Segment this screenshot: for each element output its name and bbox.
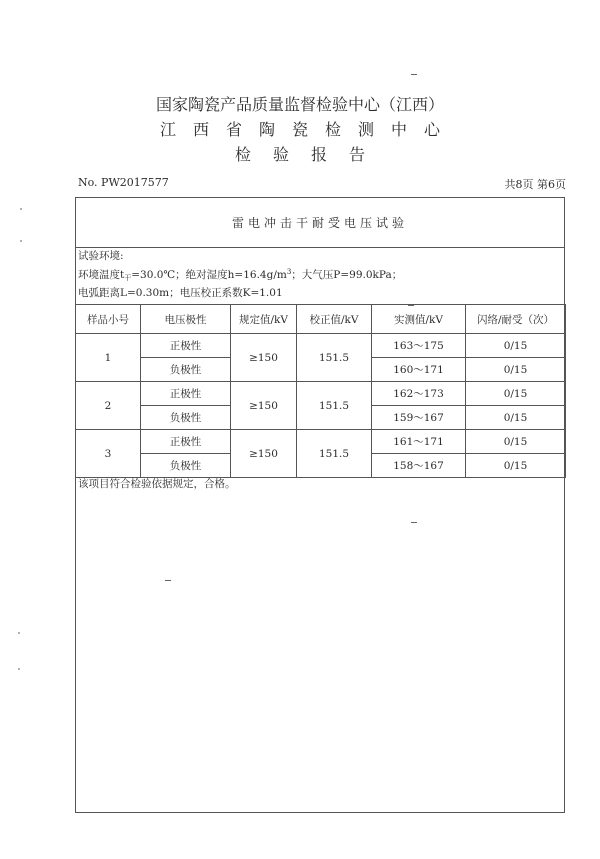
env-label: 试验环境:: [78, 250, 124, 262]
flashover-result: 0/15: [466, 358, 566, 382]
flashover-result: 0/15: [466, 406, 566, 430]
table-row: [76, 334, 566, 358]
measured-value: 161～171: [372, 430, 466, 454]
flashover-result: 0/15: [466, 334, 566, 358]
measured-value: 162～173: [372, 382, 466, 406]
header-center-name: 国家陶瓷产品质量监督检验中心（江西）: [155, 95, 444, 114]
report-number: No. PW2017577: [78, 176, 169, 189]
measured-value: 160～171: [372, 358, 466, 382]
scan-dot: [18, 632, 20, 634]
flashover-result: 0/15: [466, 430, 566, 454]
report-frame: [75, 197, 565, 813]
col-sample-no: 样品小号: [76, 305, 141, 334]
scan-mark: [165, 580, 171, 581]
scan-dot: [18, 668, 20, 670]
flashover-result: 0/15: [466, 382, 566, 406]
measured-value: 163～175: [372, 334, 466, 358]
scan-mark: [408, 305, 414, 306]
required-value: ≥150: [231, 430, 297, 478]
col-required: 规定值/kV: [231, 305, 297, 334]
env-line-1: 环境温度$t_干=30.0℃$；绝对湿度$h=16.4g/m^3$；大气压P=99.0kPa；: [78, 267, 403, 282]
sample-id: 2: [76, 382, 141, 430]
report-title: 检验报告: [234, 145, 387, 164]
corrected-value: 151.5: [297, 430, 372, 478]
measured-value: 158～167: [372, 454, 466, 478]
polarity: 正极性: [141, 382, 231, 406]
table-row: [76, 382, 566, 406]
col-flashover: 闪络/耐受（次）: [466, 305, 566, 334]
measured-value: 159～167: [372, 406, 466, 430]
polarity: 正极性: [141, 334, 231, 358]
conclusion-text: 该项目符合检验依据规定，合格。: [78, 478, 236, 490]
scan-dot: [20, 240, 22, 242]
col-measured: 实测值/kV: [372, 305, 466, 334]
header-center-name-2: 江西省陶瓷检测中心: [159, 120, 457, 139]
sample-id: 1: [76, 334, 141, 382]
required-value: ≥150: [231, 382, 297, 430]
scan-dot: [20, 208, 22, 210]
flashover-result: 0/15: [466, 454, 566, 478]
polarity: 正极性: [141, 430, 231, 454]
corrected-value: 151.5: [297, 382, 372, 430]
sample-id: 3: [76, 430, 141, 478]
env-line-2: 电弧距离L=0.30m；电压校正系数K=1.01: [78, 287, 283, 299]
col-polarity: 电压极性: [141, 305, 231, 334]
page-indicator: 共8页 第6页: [504, 178, 566, 191]
polarity: 负极性: [141, 358, 231, 382]
required-value: ≥150: [231, 334, 297, 382]
scan-mark: [411, 74, 417, 75]
polarity: 负极性: [141, 406, 231, 430]
scan-mark: [411, 522, 417, 523]
table-row: [76, 430, 566, 454]
results-table: [75, 304, 566, 478]
test-title: 雷电冲击干耐受电压试验: [76, 198, 564, 248]
corrected-value: 151.5: [297, 334, 372, 382]
polarity: 负极性: [141, 454, 231, 478]
table-header-row: [76, 305, 566, 334]
col-corrected: 校正值/kV: [297, 305, 372, 334]
test-environment: [78, 249, 402, 302]
